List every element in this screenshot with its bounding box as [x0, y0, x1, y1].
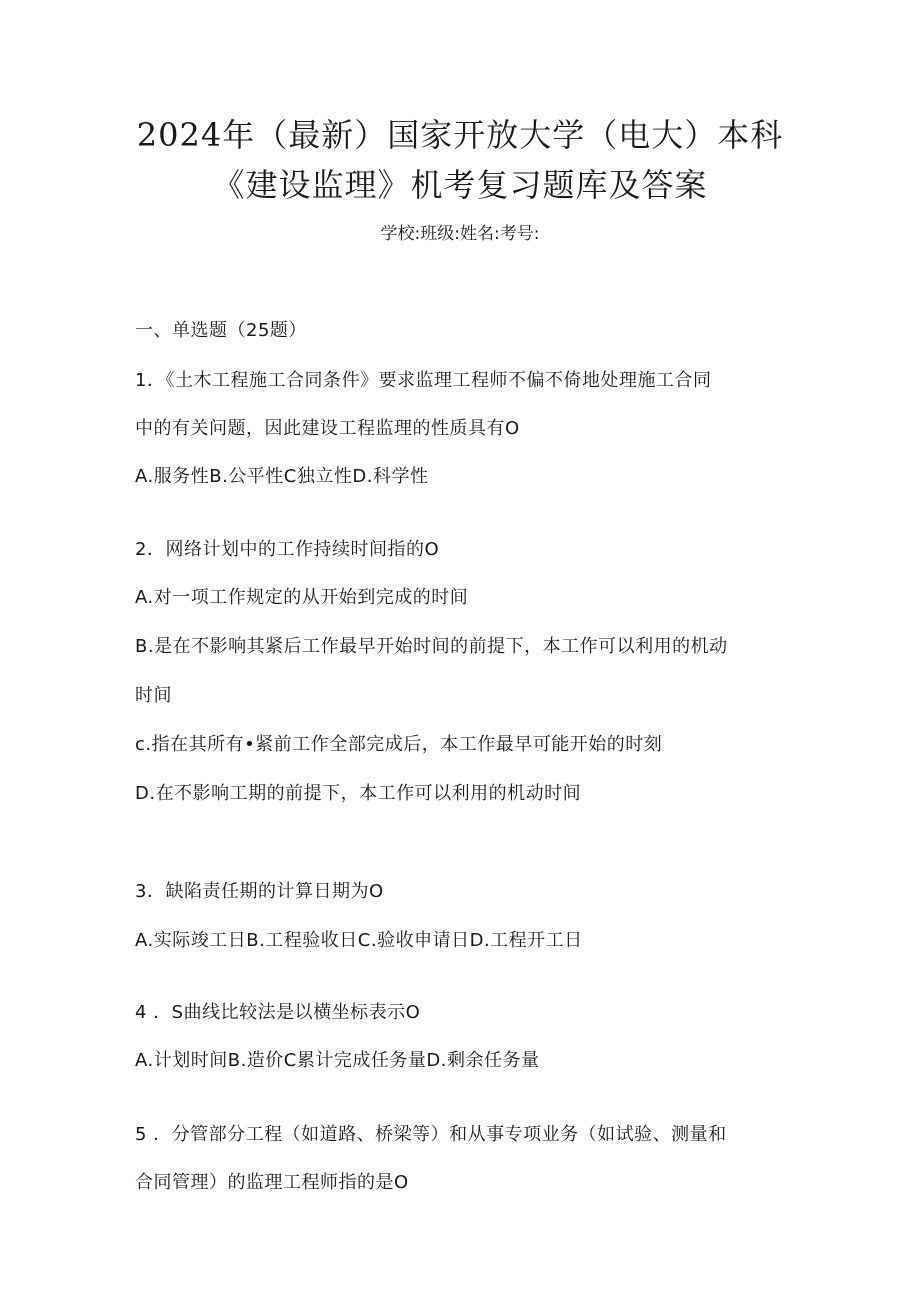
- question-4-stem: 4 ．S曲线比较法是以横坐标表示O: [135, 1002, 421, 1023]
- question-5-stem-line-2: 合同管理）的监理工程师指的是O: [135, 1172, 409, 1193]
- question-4-options: A.计划时间B.造价C累计完成任务量D.剩余任务量: [135, 1050, 540, 1071]
- question-2-option-d: D.在不影响工期的前提下，本工作可以利用的机动时间: [135, 783, 582, 804]
- question-2-option-a: A.对一项工作规定的从开始到完成的时间: [135, 587, 469, 608]
- question-2-option-c: c.指在其所有•紧前工作全部完成后，本工作最早可能开始的时刻: [135, 734, 663, 755]
- question-1-stem-line-2: 中的有关问题，因此建设工程监理的性质具有O: [135, 418, 520, 439]
- question-1-stem-line-1: 1．《土木工程施工合同条件》要求监理工程师不偏不倚地处理施工合同: [135, 370, 712, 391]
- document-title-line-1: 2024年（最新）国家开放大学（电大）本科: [136, 116, 784, 154]
- question-1-options: A.服务性B.公平性C独立性D.科学性: [135, 466, 429, 487]
- document-title-line-2: 《建设监理》机考复习题库及答案: [212, 166, 708, 204]
- question-2-option-b: B.是在不影响其紧后工作最早开始时间的前提下，本工作可以利用的机动: [135, 636, 728, 657]
- question-5-stem-line-1: 5 ．分管部分工程（如道路、桥梁等）和从事专项业务（如试验、测量和: [135, 1124, 727, 1145]
- question-3-stem: 3．缺陷责任期的计算日期为O: [135, 881, 384, 902]
- student-info-line: 学校:班级:姓名:考号:: [380, 224, 540, 244]
- question-3-options: A.实际竣工日B.工程验收日C.验收申请日D.工程开工日: [135, 930, 583, 951]
- question-2-stem: 2．网络计划中的工作持续时间指的O: [135, 539, 440, 560]
- question-2-option-b-continued: 时间: [135, 685, 172, 706]
- section-heading: 一、单选题（25题）: [135, 320, 307, 341]
